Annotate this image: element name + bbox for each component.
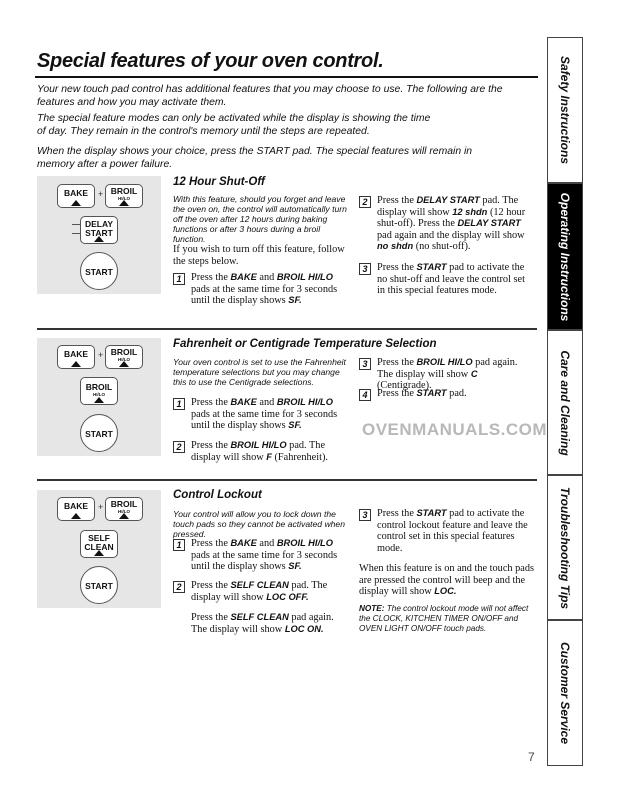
step-extra: Press the SELF CLEAN pad again. The display will show LOC ON. [191,612,334,635]
step: 2 Press the BROIL HI/LO pad. The display will show F (Fahrenheit). [173,440,345,463]
section-title: Fahrenheit or Centigrade Temperature Selection [173,338,437,350]
delay-start-pad: DELAY START [80,216,118,244]
plus-sign: + [98,502,104,512]
intro-paragraph: When the display shows your choice, press the START pad. The special features will remain in memory after a power failure. [37,146,473,170]
section-paragraph: If you wish to turn off this feature, follow the steps below. [173,244,345,267]
bake-pad: BAKE [57,497,95,521]
page-number: 7 [528,750,535,764]
start-pad: START [80,414,118,452]
start-pad: START [80,566,118,604]
plus-sign: + [98,350,104,360]
watermark: OVENMANUALS.COM [362,420,548,439]
note: NOTE: The control lockout mode will not affect the CLOCK, KITCHEN TIMER ON/OFF and OVEN LIGHT ON/OFF touch pads. [359,604,529,633]
intro-paragraph: Your new touch pad control has additional features that you may choose to use. The following are the features and how you may activate them. [37,84,503,108]
step: 1 Press the BAKE and BROIL HI/LO pads at the same time for 3 seconds until the display shows SF. [173,272,345,307]
section-lead: Your oven control is set to use the Fahrenheit temperature selections but you may change this to use the Centigrade selections. [173,357,346,387]
keypad-diagram [37,338,161,456]
plus-sign: + [98,189,104,199]
step: 2 Press the SELF CLEAN pad. The display will show LOC OFF. [173,580,345,603]
page-title: Special features of your oven control. [37,50,384,72]
tab-customer-service[interactable]: Customer Service [547,620,583,766]
title-rule [35,76,538,78]
step: 3 Press the START pad to activate the control lockout feature and leave the control set in this special features mode. [359,508,531,554]
self-clean-pad: SELF CLEAN [80,530,118,558]
step: 2 Press the DELAY START pad. The display will show 12 shdn (12 hour shut-off). Press the DELAY START pad again and the display will show no shdn (no shut-off). [359,195,531,253]
start-pad: START [80,252,118,290]
broil-pad: BROIL HI/LO [105,497,143,521]
intro-paragraph: The special feature modes can only be activated while the display is showing the time of day. They remain in the control's memory until the steps are repeated. [37,113,431,137]
tab-care-and-cleaning[interactable]: Care and Cleaning [547,330,583,475]
tab-operating-instructions[interactable]: Operating Instructions [547,183,583,330]
keypad-diagram [37,176,161,294]
bake-pad: BAKE [57,184,95,208]
bracket-line [72,224,80,234]
broil-pad: BROIL HI/LO [105,184,143,208]
step: 1 Press the BAKE and BROIL HI/LO pads at the same time for 3 seconds until the display shows SF. [173,397,345,432]
broil-pad: BROIL HI/LO [105,345,143,369]
step: 3 Press the START pad to activate the no shut-off and leave the control set in this special features mode. [359,262,531,297]
section-divider [37,328,537,330]
section-divider [37,479,537,481]
keypad-diagram [37,490,161,608]
step: 4 Press the START pad. [359,388,531,400]
section-paragraph: When this feature is on and the touch pads are pressed the control will beep and the display will show LOC. [359,563,534,597]
step: 3 Press the BROIL HI/LO pad again. The display will show C (Centigrade). [359,357,531,392]
section-lead: With this feature, should you forget and leave the oven on, the control will automatically turn off the oven after 12 hours during baking functions or after 3 hours during a broil function. [173,194,347,244]
tab-troubleshooting-tips[interactable]: Troubleshooting Tips [547,475,583,620]
broil-pad: BROIL HI/LO [80,377,118,405]
section-title: 12 Hour Shut-Off [173,176,265,188]
bake-pad: BAKE [57,345,95,369]
section-lead: Your control will allow you to lock down the touch pads so they cannot be activated when pressed. [173,509,345,539]
tab-safety-instructions[interactable]: Safety Instructions [547,37,583,183]
step: 1 Press the BAKE and BROIL HI/LO pads at the same time for 3 seconds until the display shows SF. [173,538,345,573]
section-title: Control Lockout [173,489,262,501]
